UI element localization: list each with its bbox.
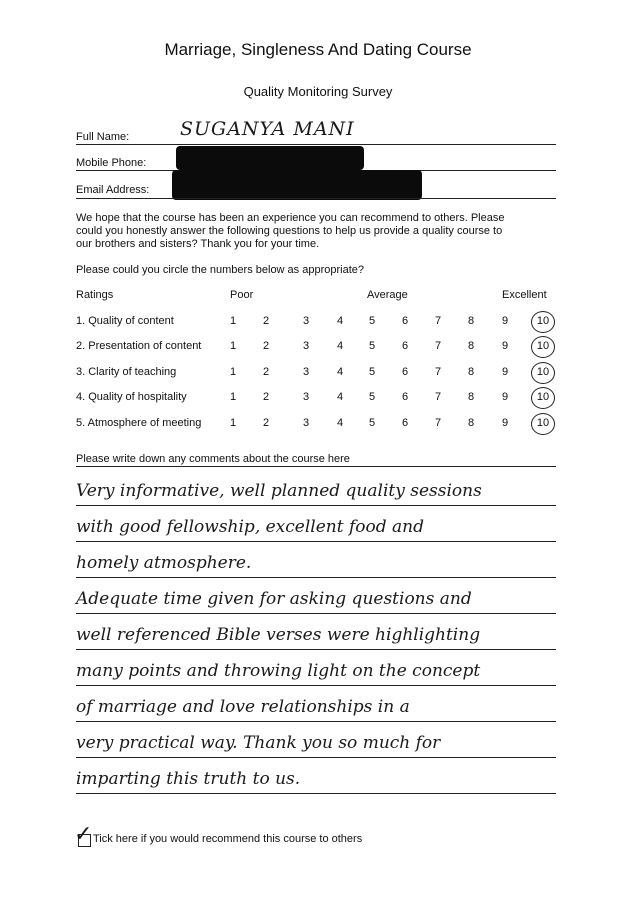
- rating-item-label: 5. Atmosphere of meeting: [76, 417, 202, 429]
- comment-text-line: very practical way. Thank you so much for: [76, 733, 441, 753]
- scale-poor-label: Poor: [230, 289, 254, 301]
- comment-text-line: with good fellowship, excellent food and: [76, 517, 424, 537]
- rating-option-8[interactable]: 8: [467, 391, 475, 403]
- email-address-line: [76, 198, 556, 199]
- comment-rule-line: [76, 505, 556, 506]
- rating-option-4[interactable]: 4: [336, 340, 344, 352]
- comment-text-line: of marriage and love relationships in a: [76, 697, 410, 717]
- rating-option-8[interactable]: 8: [467, 417, 475, 429]
- rating-option-5[interactable]: 5: [368, 391, 376, 403]
- comment-text-line: many points and throwing light on the concept: [76, 661, 481, 681]
- rating-option-3[interactable]: 3: [302, 340, 310, 352]
- comment-rule-line: [76, 541, 556, 542]
- rating-option-6[interactable]: 6: [401, 391, 409, 403]
- rating-option-8[interactable]: 8: [467, 315, 475, 327]
- comments-prompt-line: [76, 466, 556, 467]
- recommend-label: Tick here if you would recommend this course to others: [93, 833, 363, 845]
- rating-option-3[interactable]: 3: [302, 366, 310, 378]
- rating-option-5[interactable]: 5: [368, 340, 376, 352]
- comment-text-line: homely atmosphere.: [76, 553, 252, 573]
- rating-option-5[interactable]: 5: [368, 417, 376, 429]
- comments-prompt: Please write down any comments about the course here: [76, 453, 350, 465]
- scale-average-label: Average: [367, 289, 408, 301]
- rating-option-9[interactable]: 9: [501, 315, 509, 327]
- rating-option-4[interactable]: 4: [336, 366, 344, 378]
- intro-line-2: could you honestly answer the following questions to help us provide a quality course to: [76, 225, 503, 237]
- comment-text-line: Adequate time given for asking questions and: [76, 589, 472, 609]
- rating-option-2[interactable]: 2: [262, 340, 270, 352]
- full-name-value[interactable]: SUGANYA MANI: [180, 118, 355, 140]
- comment-rule-line: [76, 757, 556, 758]
- check-mark-icon: ✓: [74, 822, 93, 847]
- rating-option-4[interactable]: 4: [336, 315, 344, 327]
- selected-rating-circle: [531, 311, 555, 333]
- rating-option-7[interactable]: 7: [434, 315, 442, 327]
- email-address-redaction[interactable]: [172, 170, 422, 200]
- rating-option-9[interactable]: 9: [501, 391, 509, 403]
- email-address-label: Email Address:: [76, 184, 150, 196]
- rating-option-6[interactable]: 6: [401, 340, 409, 352]
- rating-option-7[interactable]: 7: [434, 366, 442, 378]
- intro-line-1: We hope that the course has been an experience you can recommend to others. Please: [76, 212, 505, 224]
- rating-option-6[interactable]: 6: [401, 366, 409, 378]
- rating-option-7[interactable]: 7: [434, 391, 442, 403]
- rating-option-9[interactable]: 9: [501, 366, 509, 378]
- rating-option-3[interactable]: 3: [302, 391, 310, 403]
- rating-option-2[interactable]: 2: [262, 417, 270, 429]
- rating-option-9[interactable]: 9: [501, 417, 509, 429]
- rating-option-9[interactable]: 9: [501, 340, 509, 352]
- rating-option-2[interactable]: 2: [262, 391, 270, 403]
- rating-option-10[interactable]: 10: [536, 315, 550, 327]
- selected-rating-circle: [531, 413, 555, 435]
- comment-text-line: well referenced Bible verses were highlighting: [76, 625, 481, 645]
- rating-item-label: 1. Quality of content: [76, 315, 174, 327]
- rating-option-3[interactable]: 3: [302, 417, 310, 429]
- full-name-line: [76, 144, 556, 145]
- ratings-heading: Ratings: [76, 289, 114, 301]
- form-subtitle: Quality Monitoring Survey: [243, 84, 393, 99]
- rating-option-10[interactable]: 10: [536, 340, 550, 352]
- comment-rule-line: [76, 721, 556, 722]
- rating-option-5[interactable]: 5: [368, 366, 376, 378]
- rating-option-1[interactable]: 1: [229, 366, 237, 378]
- rating-option-2[interactable]: 2: [262, 366, 270, 378]
- selected-rating-circle: [531, 336, 555, 358]
- rating-item-label: 4. Quality of hospitality: [76, 391, 187, 403]
- comment-rule-line: [76, 649, 556, 650]
- circle-instructions: Please could you circle the numbers below as appropriate?: [76, 264, 364, 276]
- rating-option-7[interactable]: 7: [434, 340, 442, 352]
- rating-option-10[interactable]: 10: [536, 417, 550, 429]
- rating-option-6[interactable]: 6: [401, 315, 409, 327]
- rating-item-label: 2. Presentation of content: [76, 340, 202, 352]
- rating-option-4[interactable]: 4: [336, 417, 344, 429]
- rating-option-1[interactable]: 1: [229, 315, 237, 327]
- rating-option-10[interactable]: 10: [536, 366, 550, 378]
- rating-option-1[interactable]: 1: [229, 417, 237, 429]
- intro-line-3: our brothers and sisters? Thank you for your time.: [76, 238, 320, 250]
- comment-rule-line: [76, 613, 556, 614]
- rating-option-8[interactable]: 8: [467, 340, 475, 352]
- rating-option-7[interactable]: 7: [434, 417, 442, 429]
- comment-rule-line: [76, 685, 556, 686]
- comment-text-line: imparting this truth to us.: [76, 769, 301, 789]
- intro-paragraph: [76, 212, 566, 251]
- rating-option-6[interactable]: 6: [401, 417, 409, 429]
- rating-option-1[interactable]: 1: [229, 340, 237, 352]
- form-title: Marriage, Singleness And Dating Course: [164, 40, 472, 59]
- rating-option-2[interactable]: 2: [262, 315, 270, 327]
- rating-item-label: 3. Clarity of teaching: [76, 366, 177, 378]
- rating-option-4[interactable]: 4: [336, 391, 344, 403]
- mobile-phone-label: Mobile Phone:: [76, 157, 147, 169]
- selected-rating-circle: [531, 362, 555, 384]
- rating-option-3[interactable]: 3: [302, 315, 310, 327]
- rating-option-10[interactable]: 10: [536, 391, 550, 403]
- scale-excellent-label: Excellent: [502, 289, 547, 301]
- comment-rule-line: [76, 793, 556, 794]
- comment-text-line: Very informative, well planned quality sessions: [76, 481, 482, 501]
- selected-rating-circle: [531, 387, 555, 409]
- rating-option-8[interactable]: 8: [467, 366, 475, 378]
- rating-option-1[interactable]: 1: [229, 391, 237, 403]
- full-name-label: Full Name:: [76, 131, 130, 143]
- mobile-phone-redaction[interactable]: [176, 146, 364, 170]
- rating-option-5[interactable]: 5: [368, 315, 376, 327]
- comment-rule-line: [76, 577, 556, 578]
